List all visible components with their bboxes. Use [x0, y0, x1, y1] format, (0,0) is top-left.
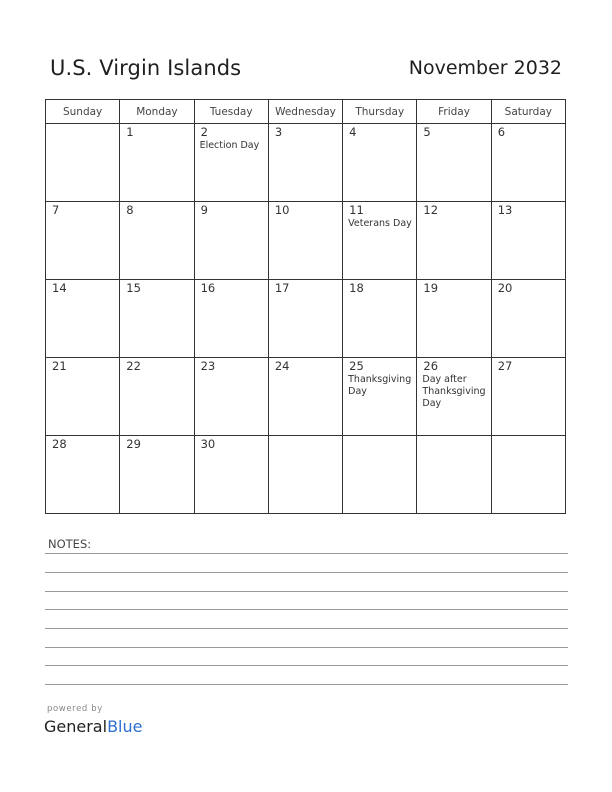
day-number: 30: [200, 437, 216, 451]
day-cell: [268, 358, 342, 436]
day-cell: [343, 202, 417, 280]
day-cell: [194, 358, 268, 436]
brand-general: General: [44, 717, 108, 736]
day-number: 13: [497, 203, 513, 217]
day-cell: [194, 280, 268, 358]
day-cell: [417, 436, 491, 514]
weekday-header: Monday: [120, 100, 194, 124]
holiday-label: Thanksgiving Day: [348, 374, 412, 397]
day-cell: [491, 436, 565, 514]
day-number: 24: [274, 359, 290, 373]
weekday-header: Wednesday: [268, 100, 342, 124]
day-cell: [491, 358, 565, 436]
day-number: 8: [126, 203, 134, 217]
day-number: 15: [126, 281, 141, 295]
weekday-header: Tuesday: [194, 100, 268, 124]
day-number: 29: [126, 437, 141, 451]
day-cell: [120, 124, 194, 202]
day-number: 4: [349, 125, 357, 139]
day-number: 10: [274, 203, 290, 217]
day-cell: [268, 436, 342, 514]
day-cell: [491, 202, 565, 280]
holiday-label: Day after Thanksgiving Day: [422, 374, 486, 409]
day-number: 18: [349, 281, 364, 295]
weekday-header: Friday: [417, 100, 491, 124]
day-cell: [417, 280, 491, 358]
week-row: [46, 436, 566, 514]
day-number: 16: [200, 281, 216, 295]
powered-by-label: powered by: [47, 704, 103, 714]
note-line: [45, 647, 568, 648]
day-number: 6: [497, 125, 506, 139]
day-cell: [491, 280, 565, 358]
day-cell: [46, 358, 120, 436]
week-row: [46, 358, 566, 436]
day-number: 2: [200, 125, 208, 139]
day-number: 21: [52, 359, 67, 373]
notes-label: NOTES:: [48, 537, 92, 551]
day-number: 25: [349, 359, 364, 373]
week-row: [46, 124, 566, 202]
day-number: 1: [126, 125, 134, 139]
weekday-header: Thursday: [343, 100, 417, 124]
week-row: [46, 202, 566, 280]
day-number: 20: [497, 281, 513, 295]
generalblue-logo[interactable]: [44, 717, 142, 736]
note-line: [45, 628, 568, 629]
note-line: [45, 609, 568, 610]
calendar-grid: [45, 99, 566, 514]
day-number: 5: [423, 125, 431, 139]
note-line: [45, 665, 568, 666]
day-cell: [343, 358, 417, 436]
day-cell: [194, 436, 268, 514]
country-title: U.S. Virgin Islands: [50, 56, 242, 80]
note-line: [45, 572, 568, 573]
day-number: 19: [423, 281, 439, 295]
day-number: 9: [200, 203, 208, 217]
day-cell: [194, 124, 268, 202]
day-cell: [268, 280, 342, 358]
day-cell: [268, 202, 342, 280]
day-cell: [194, 202, 268, 280]
note-line: [45, 684, 568, 685]
day-cell: [491, 124, 565, 202]
day-cell: [120, 358, 194, 436]
day-cell: [46, 202, 120, 280]
day-cell: [343, 436, 417, 514]
day-cell: [120, 436, 194, 514]
brand-blue: Blue: [107, 717, 143, 736]
note-line: [45, 591, 568, 592]
month-year-title: November 2032: [408, 57, 562, 79]
day-cell: [417, 358, 491, 436]
day-number: 17: [274, 281, 290, 295]
day-number: 7: [52, 203, 60, 217]
holiday-label: Election Day: [199, 140, 260, 151]
week-row: [46, 280, 566, 358]
day-cell: [46, 280, 120, 358]
day-number: 11: [349, 203, 364, 217]
day-cell: [268, 124, 342, 202]
day-number: 22: [126, 359, 141, 373]
day-number: 26: [423, 359, 439, 373]
day-cell: [417, 124, 491, 202]
day-cell: [120, 280, 194, 358]
day-cell: [417, 202, 491, 280]
day-number: 14: [52, 281, 67, 295]
day-cell: [120, 202, 194, 280]
day-number: 28: [52, 437, 67, 451]
weekday-header: Saturday: [491, 100, 565, 124]
note-line: [45, 553, 568, 554]
weekday-header: Sunday: [46, 100, 120, 124]
day-number: 12: [423, 203, 439, 217]
weekday-header-row: [46, 100, 566, 124]
day-cell: [343, 280, 417, 358]
day-cell: [46, 436, 120, 514]
holiday-label: Veterans Day: [348, 218, 412, 229]
day-number: 27: [497, 359, 513, 373]
day-number: 23: [200, 359, 216, 373]
day-number: 3: [274, 125, 283, 139]
day-cell: [343, 124, 417, 202]
day-cell: [46, 124, 120, 202]
